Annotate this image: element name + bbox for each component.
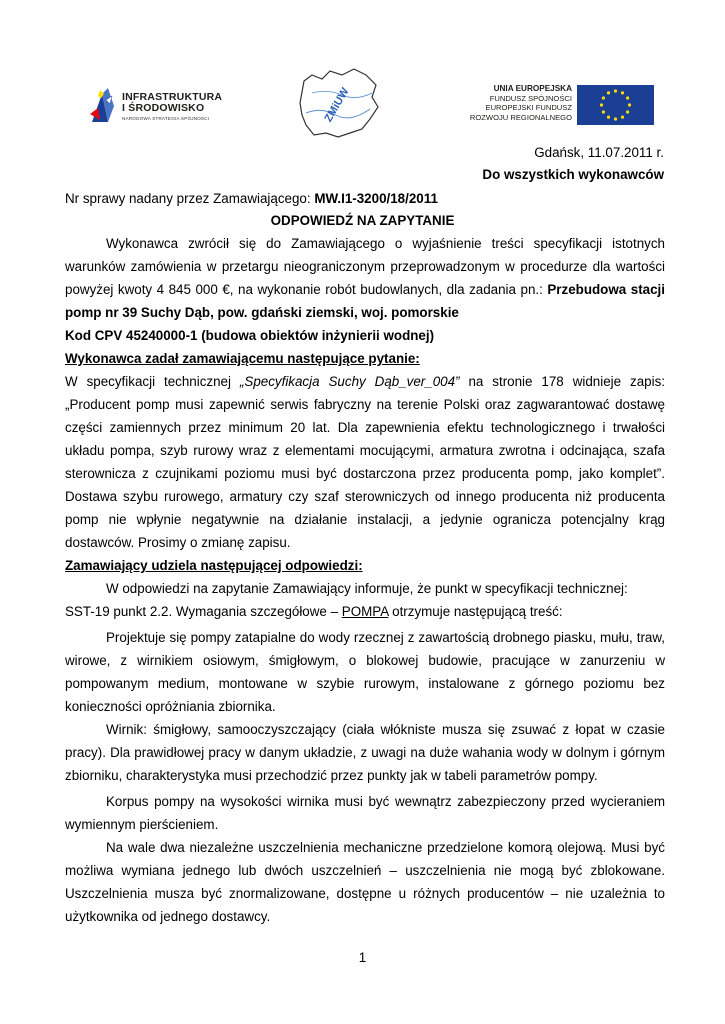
map-logo-text: ZMiUW [322,85,352,125]
infra-logo-line1: INFRASTRUKTURA [122,91,223,103]
question-line-4: układu pompa, szyb rurowy wraz z elementami mocującymi, armatura zwrotna i odcinająca, szafa [65,443,665,458]
answer-heading: Zamawiający udziela następującej odpowiedzi: [65,558,363,573]
case-number-value: MW.I1-3200/18/2011 [314,191,438,206]
answer-spec-ref [65,604,563,620]
cpv-code: Kod CPV 45240000-1 (budowa obiektów inżynierii wodnej) [65,328,435,343]
infra-logo-line2: I ŚRODOWISKO [122,102,205,114]
paragraph-2-line-1: Wirnik: śmigłowy, samooczyszczający (ciała włókniste musza się zsuwać z łopat w czasie [106,722,665,737]
paragraph-1-line-2: wirowe, z wirnikiem osiowym, śmigłowym, o blokowej budowie, pracujące w zanurzeniu w [65,653,665,668]
case-number-label: Nr sprawy nadany przez Zamawiającego: [65,191,315,206]
intro-line-2: warunków zamówienia w przetargu nieograniczonym przeprowadzonym w procedurze dla wartości [65,259,665,274]
question-line-5: sterownicza z czujnikami poziomu musi być dostarczona przez producenta pomp, jako komplet”. [65,466,665,481]
infra-logo-subtitle: NARODOWA STRATEGIA SPÓJNOŚCI [122,116,210,121]
place-date: Gdańsk, 11.07.2011 r. [534,145,664,160]
case-number [65,191,438,207]
eu-funds-logo [469,84,654,128]
answer-spec-ref-a: SST-19 punkt 2.2. Wymagania szczegółowe – [65,604,342,619]
answer-intro: W odpowiedzi na zapytanie Zamawiający informuje, że punkt w specyfikacji technicznej: [106,581,628,596]
pompa-section-label: POMPA [341,604,389,619]
intro-line-3-text: powyżej kwoty 4 845 000 €, na wykonanie robót budowlanych, dla zadania pn.: [65,282,548,297]
eu-logo-line2: FUNDUSZ SPÓJNOŚCI [489,93,572,103]
eu-flag-icon [577,85,654,125]
page-number: 1 [358,950,367,965]
intro-line-1: Wykonawca zwrócił się do Zamawiającego o wyjaśnienie treści specyfikacji istotnych [106,236,665,251]
paragraph-1-line-1: Projektuje się pompy zatapialne do wody rzecznej z zawartością drobnego piasku, mułu, traw, [106,630,665,645]
question-line-1-a: W specyfikacji technicznej [65,374,240,389]
project-name-start: Przebudowa stacji [547,282,665,297]
question-heading: Wykonawca zadał zamawiającemu następujące pytanie: [65,351,420,366]
project-name-end: pomp nr 39 Suchy Dąb, pow. gdański ziemski, woj. pomorskie [65,305,459,320]
regional-map-logo [292,63,382,141]
paragraph-2-line-3: zbiorniku, charakterystyka musi przechodzić przez punkty jak w tabeli parametrów pompy. [65,768,598,783]
answer-spec-ref-c: otrzymuje następującą treść: [388,604,563,619]
question-line-6: Dostawa szybu rurowego, armatury czy szaf sterowniczych od innego producenta niż producenta [65,489,665,504]
addressee: Do wszystkich wykonawców [482,167,664,182]
question-line-7: pomp nie wpłynie negatywnie na działanie instalacji, a jedynie ogranicza potencjalny krąg [65,512,665,527]
question-line-1 [65,374,665,390]
eu-logo-line3: EUROPEJSKI FUNDUSZ [485,103,572,113]
paragraph-4-line-3: Uszczelnienia musza być znormalizowane, dostępne u różnych producentów – nie uzależnia to [65,886,665,901]
infrastruktura-emblem-icon [88,86,122,126]
infrastruktura-logo [88,82,238,130]
question-line-3: części zamiennych przez minimum 20 lat. Dla zapewnienia efektu technologicznego i trwałości [65,420,665,435]
spec-name: „Specyfikacja Suchy Dąb_ver_004” [239,374,460,389]
question-line-8: dostawców. Prosimy o zmianę zapisu. [65,535,291,550]
intro-line-3 [65,282,665,298]
question-line-2: „Producent pomp musi zapewnić serwis fabryczny na terenie Polski oraz zagwarantować dostawę [65,397,665,412]
question-line-1-c: na stronie 178 widnieje zapis: [459,374,665,389]
eu-logo-line4: ROZWOJU REGIONALNEGO [469,112,572,122]
page-title: ODPOWIEDŹ NA ZAPYTANIE [270,213,455,228]
map-emblem-icon [292,63,382,141]
paragraph-1-line-3: pompowanym medium, montowane w szybie rurowym, instalowane z górnego poziomu bez [65,676,665,691]
paragraph-4-line-2: możliwa wymiana jednego lub dwóch uszczelnień – uszczelnienia nie mogą być zblokowane. [65,863,665,878]
paragraph-3-line-2: wymiennym pierścieniem. [65,817,219,832]
paragraph-1-line-4: konieczności opróżniania zbiornika. [65,699,276,714]
paragraph-4-line-4: użytkownika od jednego dostawcy. [65,909,271,924]
eu-logo-line1: UNIA EUROPEJSKA [493,84,572,93]
paragraph-2-line-2: pracy). Dla prawidłowej pracy w danym układzie, z uwagi na duże wahania wody w dolnym i górnym [65,745,665,760]
paragraph-3-line-1: Korpus pompy na wysokości wirnika musi być wewnątrz zabezpieczony przed wycieraniem [106,794,665,809]
paragraph-4-line-1: Na wale dwa niezależne uszczelnienia mechaniczne przedzielone komorą olejową. Musi być [106,840,665,855]
